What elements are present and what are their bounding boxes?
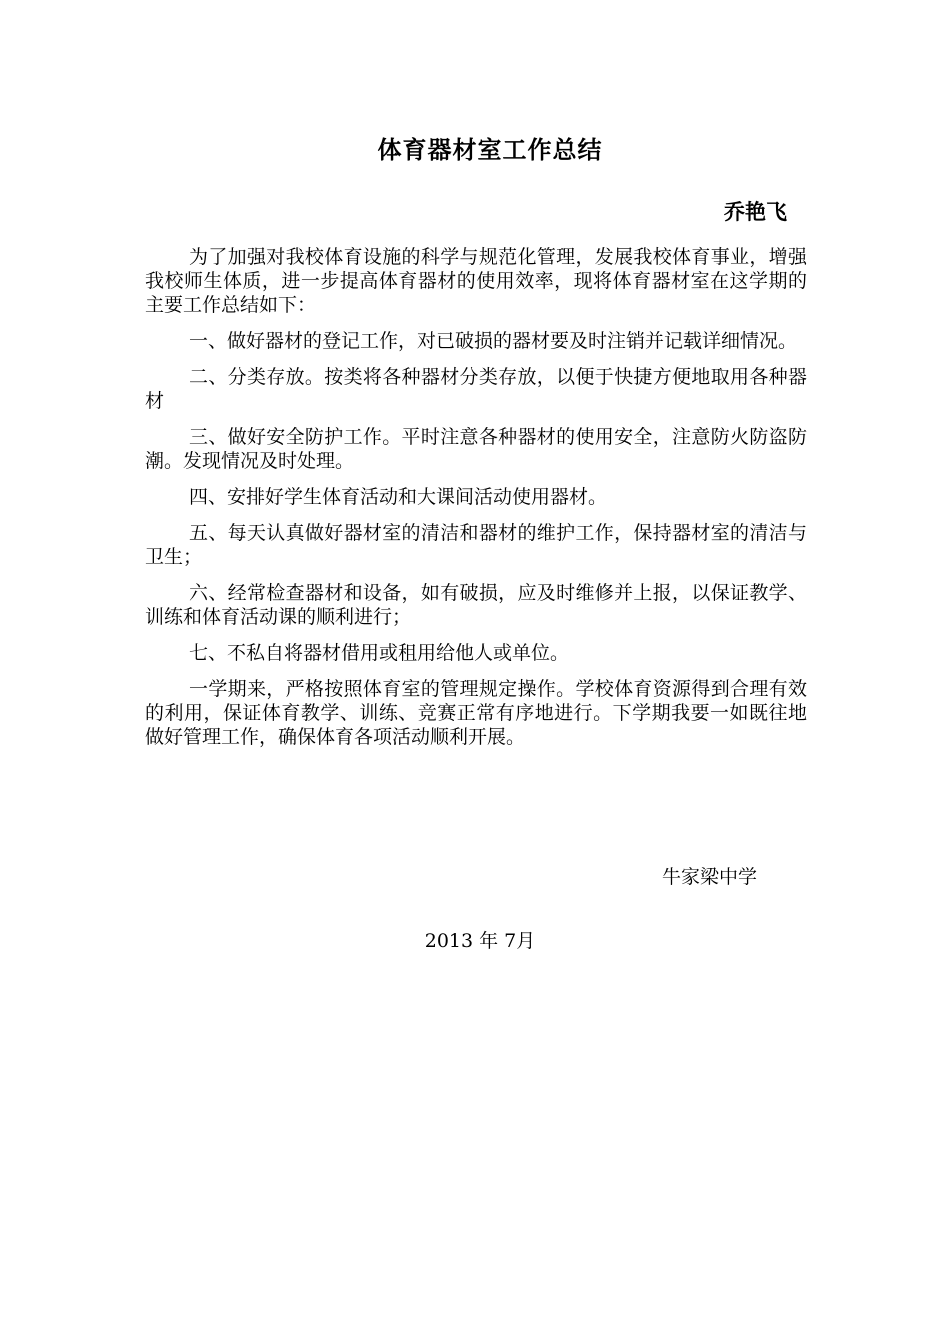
paragraph-item-1: 一、做好器材的登记工作，对已破损的器材要及时注销并记载详细情况。 [189, 330, 798, 352]
signature-school: 牛家梁中学 [661, 866, 757, 888]
document-author: 乔艳飞 [724, 200, 787, 224]
document-body [145, 245, 807, 761]
paragraph-intro: 为了加强对我校体育设施的科学与规范化管理，发展我校体育事业，增强我校师生体质，进一步提高体育器材的使用效率，现将体育器材室在这学期的主要工作总结如下： [145, 246, 807, 316]
paragraph-item-2: 二、分类存放。按类将各种器材分类存放，以便于快捷方便地取用各种器材 [145, 366, 807, 412]
paragraph-item-5: 五、每天认真做好器材室的清洁和器材的维护工作，保持器材室的清洁与卫生； [145, 522, 807, 568]
paragraph-item-4: 四、安排好学生体育活动和大课间活动使用器材。 [189, 486, 608, 508]
paragraph-conclusion: 一学期来，严格按照体育室的管理规定操作。学校体育资源得到合理有效的利用，保证体育教学、训练、竞赛正常有序地进行。下学期我要一如既往地做好管理工作，确保体育各项活动顺利开展。 [145, 678, 807, 748]
paragraph-item-3: 三、做好安全防护工作。平时注意各种器材的使用安全，注意防火防盗防潮。发现情况及时处理。 [145, 426, 807, 472]
document-title: 体育器材室工作总结 [377, 136, 603, 164]
paragraph-item-6: 六、经常检查器材和设备，如有破损，应及时维修并上报，以保证教学、训练和体育活动课的顺利进行； [145, 582, 807, 628]
document-date: 2013 年 7月 [424, 930, 536, 952]
paragraph-item-7: 七、不私自将器材借用或租用给他人或单位。 [189, 642, 570, 664]
